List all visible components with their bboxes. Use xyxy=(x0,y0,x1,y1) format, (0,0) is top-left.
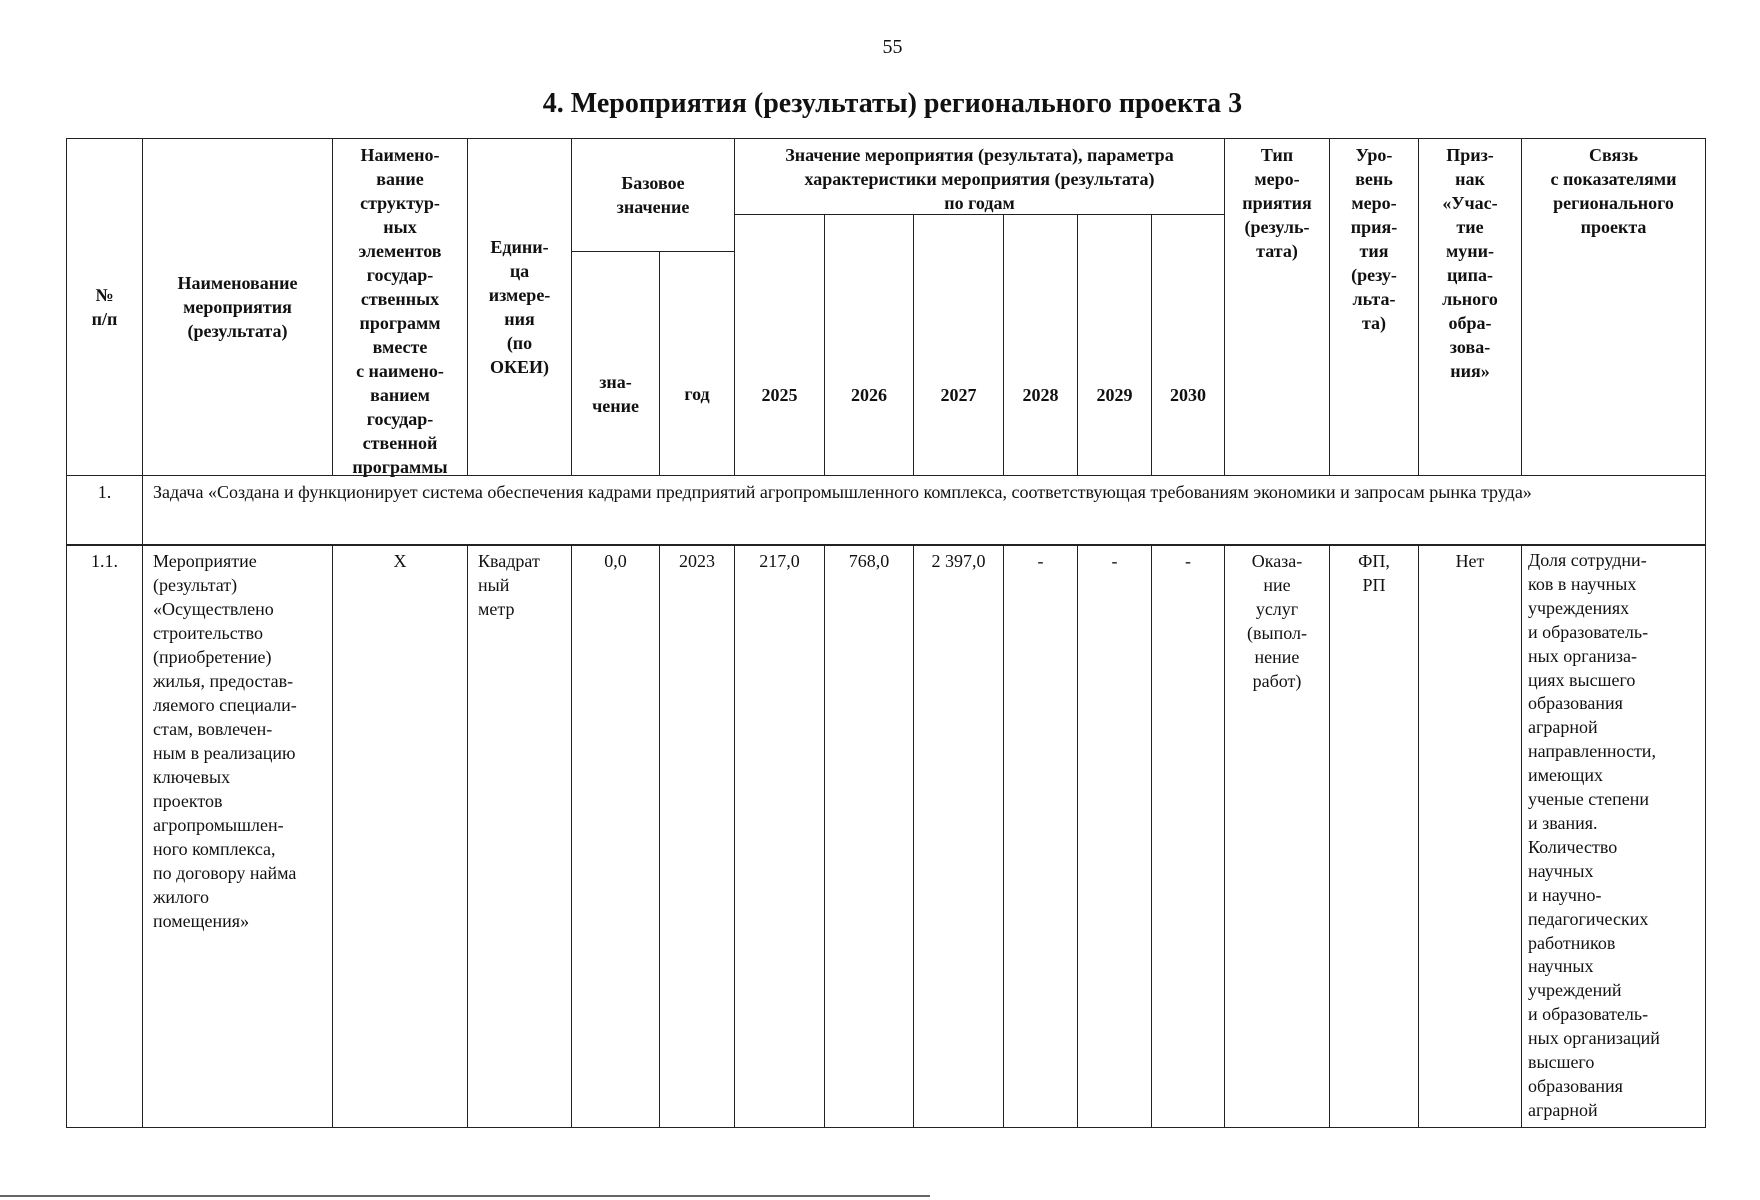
row-1-1-num xyxy=(66,544,143,1128)
header-base-value xyxy=(571,251,660,476)
header-year-2025 xyxy=(734,214,825,476)
row-base-year-label: 2023 xyxy=(679,551,715,571)
row-year-value: 2 397,0 xyxy=(931,551,986,571)
header-base-label: Базовое значение xyxy=(616,173,690,217)
header-base-year xyxy=(659,251,735,476)
row-1-1-unit xyxy=(467,544,572,1128)
header-base-value-label: зна- чение xyxy=(592,371,639,416)
row-1-1-value-2030 xyxy=(1151,544,1225,1128)
row-year-value: - xyxy=(1111,551,1118,571)
header-structural-label: Наимено- вание структур- ных элементов государ- ственных программ вместе с наимено- ванием государ- ственной программы xyxy=(352,145,448,477)
header-municipal xyxy=(1418,138,1522,476)
row-1-1-value-2026 xyxy=(824,544,914,1128)
row-name-label: Мероприятие (результат) «Осуществлено строительство (приобретение) жилья, предостав- ляемого специали- стам, вовлечен- ным в реализацию ключевых проектов агропромышлен- ного комплекса, по договору найма жилого помещения» xyxy=(153,551,297,931)
header-level-label: Уро- вень меро- прия- тия (резу- льта- та) xyxy=(1350,145,1398,333)
header-year-label: 2026 xyxy=(851,385,887,405)
row-1-1-value-2029 xyxy=(1077,544,1152,1128)
header-link xyxy=(1521,138,1706,476)
task-row-num-label: 1. xyxy=(97,482,112,502)
header-name xyxy=(142,138,333,476)
header-values-by-year-label: Значение мероприятия (результата), параметра характеристики мероприятия (результата) по годам xyxy=(785,145,1174,213)
header-year-label: 2029 xyxy=(1096,385,1133,405)
header-year-2029 xyxy=(1077,214,1152,476)
page-title: 4. Мероприятия (результаты) регионального проекта 3 xyxy=(542,88,1243,119)
row-1-1-municipal xyxy=(1418,544,1522,1128)
row-1-1-value-2025 xyxy=(734,544,825,1128)
row-year-value: 768,0 xyxy=(848,551,890,571)
row-1-1-structural xyxy=(332,544,468,1128)
header-num xyxy=(66,138,143,476)
header-year-label: 2028 xyxy=(1022,385,1059,405)
header-structural xyxy=(332,138,468,476)
header-name-label: Наименование мероприятия (результата) xyxy=(177,273,298,341)
header-num-label: № п/п xyxy=(91,285,118,329)
row-level-label: ФП, РП xyxy=(1358,551,1390,595)
header-year-2027 xyxy=(913,214,1004,476)
header-year-2030 xyxy=(1151,214,1225,476)
header-year-label: 2027 xyxy=(940,385,977,405)
header-year-label: 2025 xyxy=(761,385,798,405)
row-1-1-base-value xyxy=(571,544,660,1128)
header-base-year-label: год xyxy=(684,383,710,404)
header-type-label: Тип меро- приятия (резуль- тата) xyxy=(1242,145,1312,261)
header-values-by-year xyxy=(734,138,1225,215)
row-1-1-level xyxy=(1329,544,1419,1128)
header-municipal-label: Приз- нак «Учас- тие муни- ципа- льного обра- зова- ния» xyxy=(1442,145,1498,381)
page-number: 55 xyxy=(882,36,903,58)
header-level xyxy=(1329,138,1419,476)
header-unit xyxy=(467,138,572,476)
header-link-label: Связь с показателями регионального проекта xyxy=(1550,145,1677,237)
row-base-value-label: 0,0 xyxy=(604,551,627,571)
row-structural-label: Х xyxy=(393,551,407,571)
row-1-1-link xyxy=(1521,544,1706,1128)
row-1-1-value-2028 xyxy=(1003,544,1078,1128)
task-row-num xyxy=(66,475,143,546)
row-1-1-base-year xyxy=(659,544,735,1128)
row-year-value: 217,0 xyxy=(759,551,800,571)
footer-divider xyxy=(0,1195,930,1197)
row-unit-label: Квадрат ный метр xyxy=(478,551,540,619)
row-link-label: Доля сотрудни- ков в научных учреждениях и образователь- ных организа- циях высшего образования аграрной направленности, имеющих ученые степени и звания. Количество научных и научно- педагогических работников научных учреждений и образователь- ных организаций высшего образования аграрной xyxy=(1528,550,1660,1120)
header-year-label: 2030 xyxy=(1170,385,1206,405)
row-municipal-label: Нет xyxy=(1455,551,1485,571)
measures-table xyxy=(66,138,1706,1128)
row-year-value: - xyxy=(1185,551,1191,571)
row-1-1-type xyxy=(1224,544,1330,1128)
task-row-text xyxy=(142,475,1706,546)
header-unit-label: Едини- ца измере- ния (по ОКЕИ) xyxy=(488,237,551,377)
header-year-2028 xyxy=(1003,214,1078,476)
row-1-1-name xyxy=(142,544,333,1128)
row-year-value: - xyxy=(1037,551,1044,571)
header-type xyxy=(1224,138,1330,476)
header-base xyxy=(571,138,735,252)
header-year-2026 xyxy=(824,214,914,476)
row-num-label: 1.1. xyxy=(91,551,118,571)
row-1-1-value-2027 xyxy=(913,544,1004,1128)
task-row-text-label: Задача «Создана и функционирует система обеспечения кадрами предприятий агропромышленного комплекса, соответствующая требованиям экономики и запросам рынка труда» xyxy=(153,482,1532,502)
row-type-label: Оказа- ние услуг (выпол- нение работ) xyxy=(1247,551,1307,691)
